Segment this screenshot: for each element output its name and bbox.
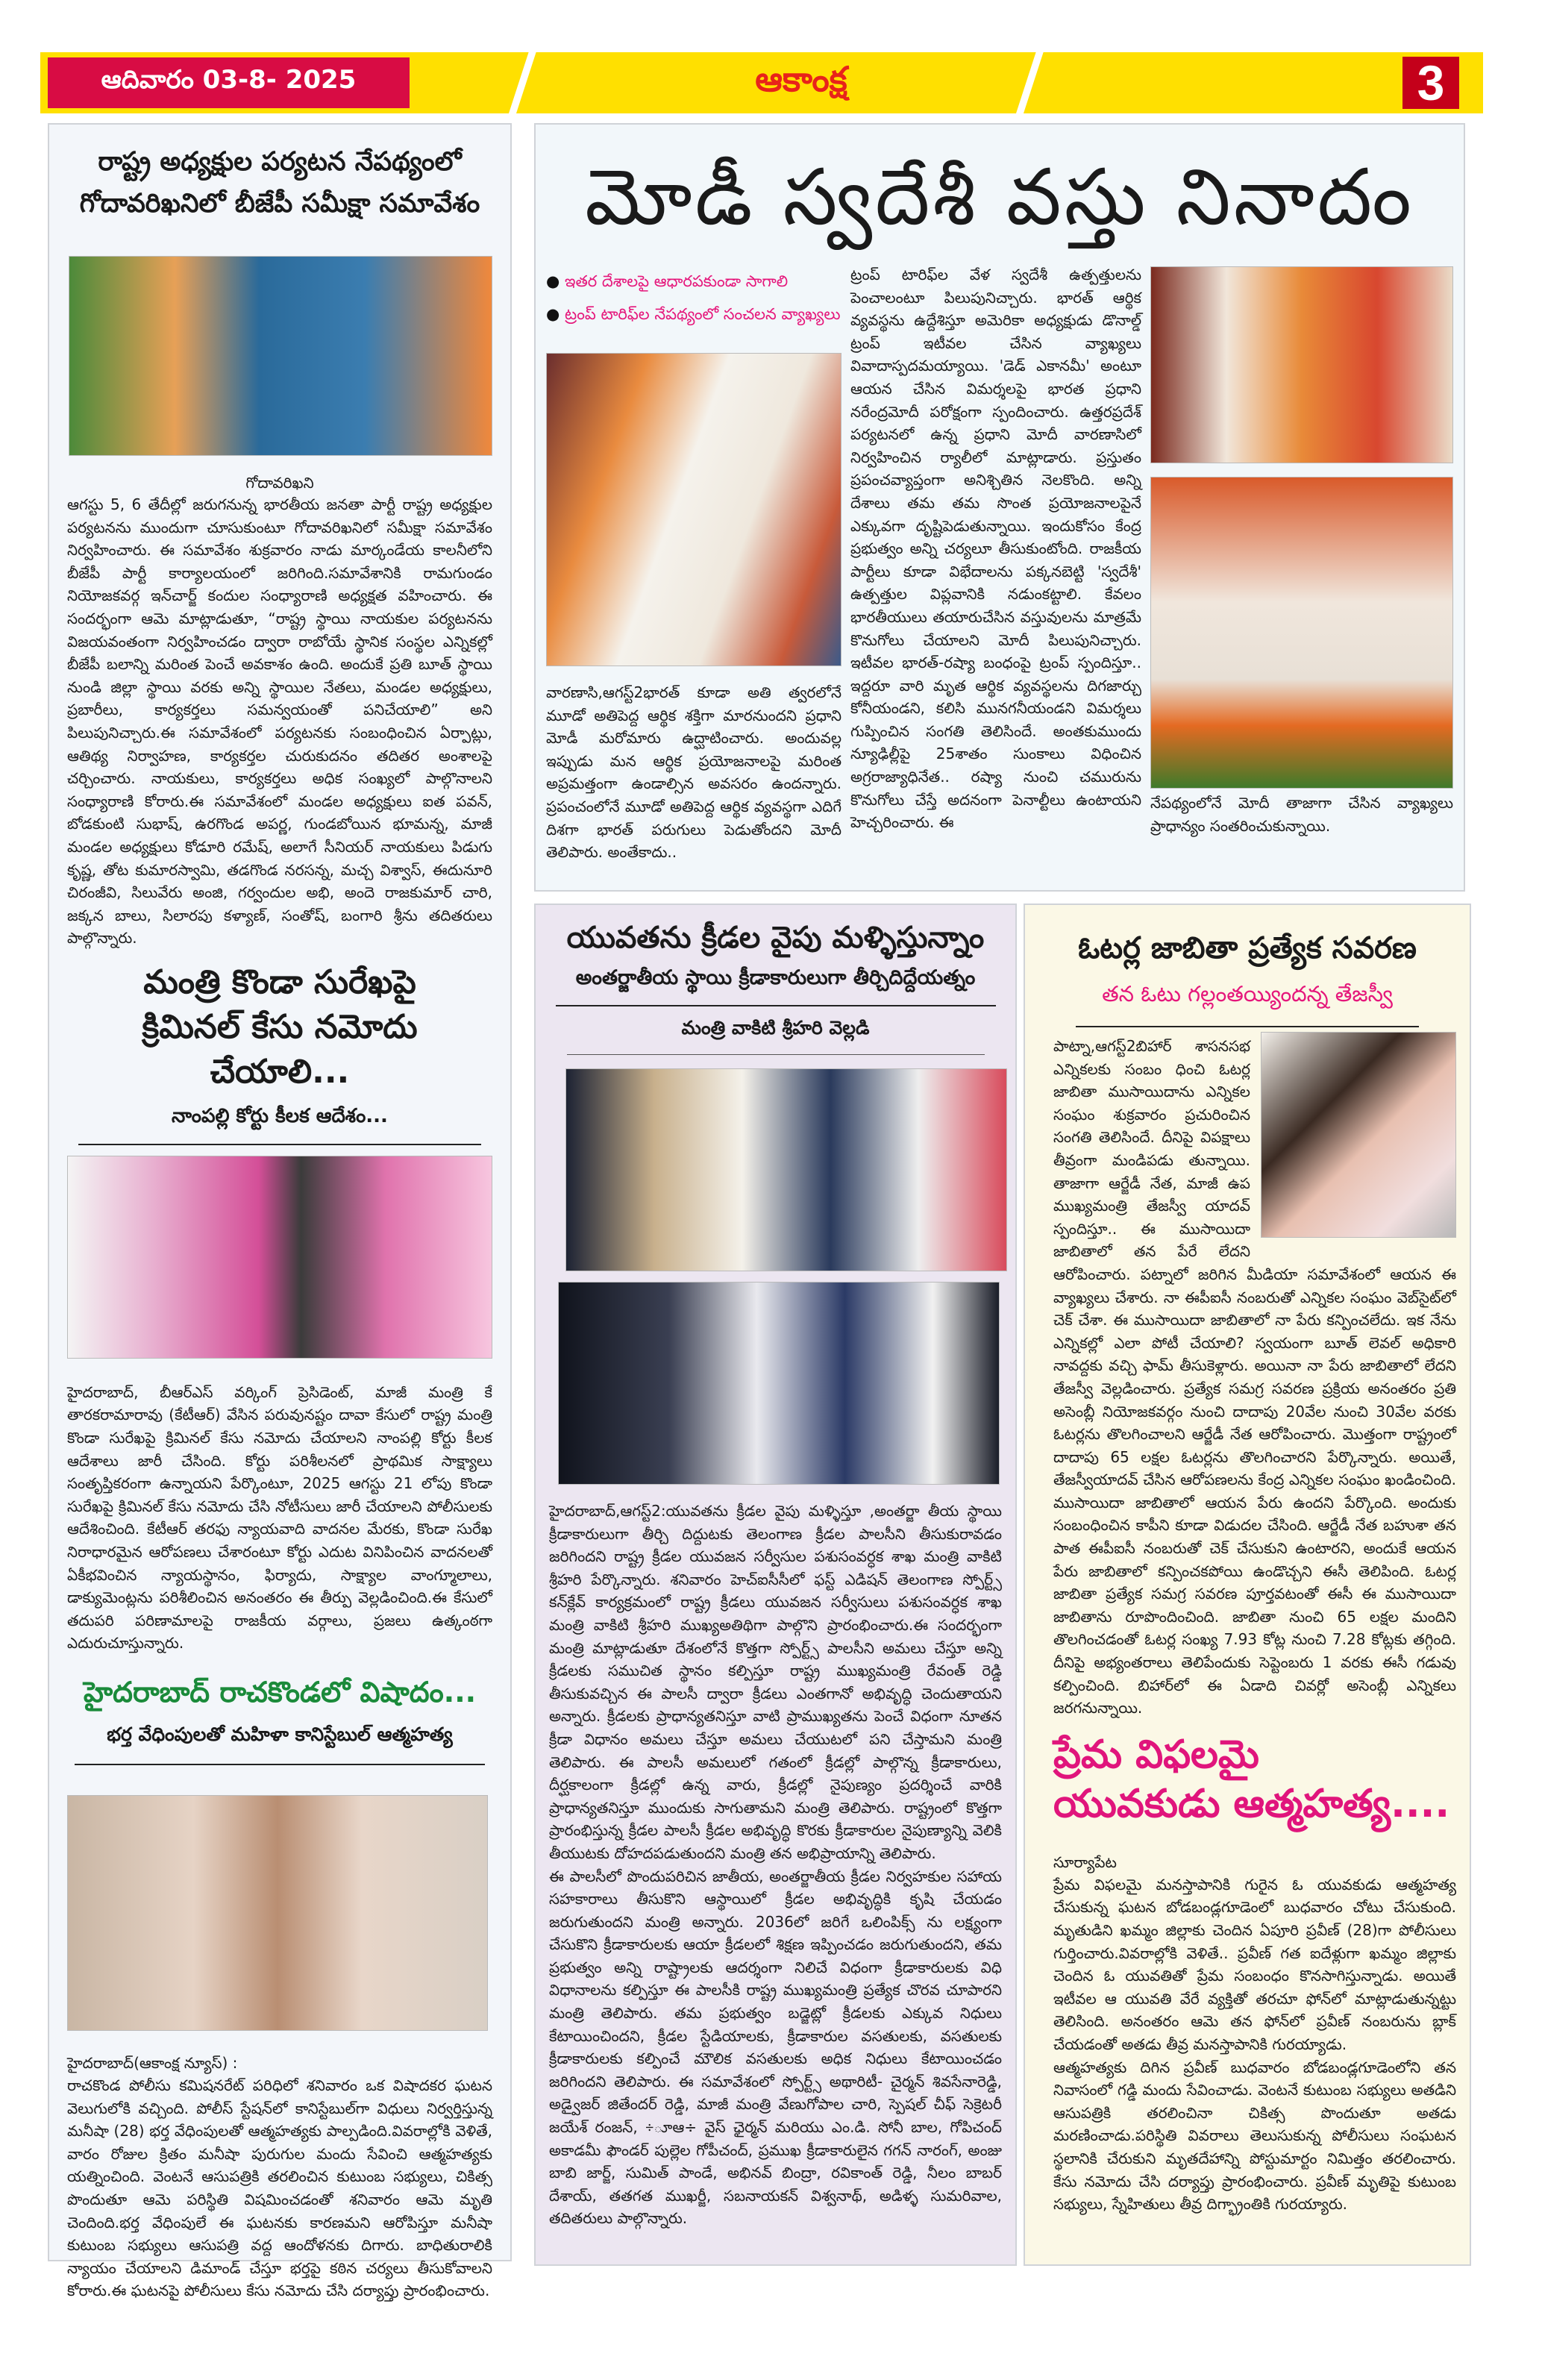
article-love-failure — [1038, 1730, 1456, 2216]
article-body — [1053, 1873, 1456, 2216]
article-bjp-meeting — [67, 141, 492, 950]
byline: మంత్రి వాకిటి శ్రీహరి వెల్లడి — [681, 1017, 870, 1039]
headline-line: గోదావరిఖనిలో బీజేపీ సమీక్షా సమావేశం — [79, 189, 480, 219]
bjp-meeting-photo — [69, 256, 492, 456]
article-body: ఆగస్టు 5, 6 తేదీల్లో జరుగనున్న భారతీయ జనతా పార్టీ రాష్ట్ర అధ్యక్షుల పర్యటనను ముందుగా చూసుకుంటూ గోదావరిఖనిలో సమీక్షా సమావేశం నిర్వహించారు. ఈ సమావేశం శుక్రవారం నాడు మార్కండేయ కాలనీలోని బీజేపీ పార్టీ కార్యాలయంలో జరిగింది.సమావేశానికి రామగుండం నియోజకవర్గ ఇన్‌చార్జ్ కందుల సంధ్యారాణి అధ్యక్షత వహించారు. ఈ సందర్భంగా ఆమె మాట్లాడుతూ, “రాష్ట్ర స్థాయి నాయకుల పర్యటనను విజయవంతంగా నిర్వహించడం ద్వారా రాబోయే స్థానిక సంస్థల ఎన్నికల్లో బీజేపీ బలాన్ని మరింత పెంచే అవకాశం ఉంది. అందుకే ప్రతి బూత్ స్థాయి నుండి జిల్లా స్థాయి వరకు అన్ని స్థాయిల నేతలు, మండల అధ్యక్షులు, ప్రబారీలు, కార్యకర్తలు సమన్వయంతో పనిచేయాలి” అని పిలుపునిచ్చారు.ఈ సమావేశంలో పర్యటనకు సంబంధించిన ఏర్పాట్లు, ఆతిథ్య నిర్వాహణ, కార్యకర్తల చురుకుదనం తదితర అంశాలపై చర్చించారు. నాయకులు, కార్యకర్తలు అధిక సంఖ్యలో పాల్గొనాలని సంధ్యారాణి కోరారు.ఈ సమావేశంలో మండల అధ్యక్షులు ఐత పవన్, బోడకుంటి సుభాష్, ఉరగొండ అపర్ణ, గుండబోయిన భూమన్న, మాజీ మండల అధ్యక్షులు కోడూరి రమేష్, అలాగే సీనియర్ నాయకులు పిడుగు కృష్ణ, తోట కుమారస్వామి, తడగొండ నరసన్న, మచ్చ విశ్వాస్, ఈదునూరి చిరంజీవి, సిలువేరు అంజి, గర్వందుల అభి, అందె రాజకుమార్ చారి, జక్కన బాలు, సిలారపు కళ్యాణ్, సంతోష్, బంగారి శ్రీను తదితరులు పాల్గొన్నారు. — [67, 495, 492, 948]
article-modi-swadeshi — [534, 123, 1465, 892]
sports-conclave-photo — [565, 1068, 1007, 1271]
headline: హైదరాబాద్ రాచకొండలో విషాదం... — [83, 1676, 477, 1709]
divider — [78, 1144, 481, 1145]
article-sports-policy — [534, 904, 1017, 2266]
left-column — [48, 123, 512, 2300]
modi-event-photo — [1150, 266, 1453, 463]
article-body: ట్రంప్ టారిఫ్‌ల వేళ స్వదేశీ ఉత్పత్తులను పెంచాలంటూ పిలుపునిచ్చారు. భారత్ ఆర్థిక వ్యవస్థను ఉద్దేశిస్తూ అమెరికా అధ్యక్షుడు డొనాల్డ్ ట్రంప్ ఇటీవల చేసిన వ్యాఖ్యలు వివాదాస్పదమయ్యాయి. 'డెడ్ ఎకానమీ' అంటూ ఆయన చేసిన విమర్శలపై భారత ప్రధాని నరేంద్రమోదీ పరోక్షంగా స్పందించారు. ఉత్తరప్రదేశ్ పర్యటనలో ఉన్న ప్రధాని మోదీ వారణాసిలో నిర్వహించిన ర్యాలీలో మాట్లాడారు. ప్రస్తుతం ప్రపంచవ్యాప్తంగా అనిశ్చితిన నెలకొంది. అన్ని దేశాలు తమ తమ సొంత ప్రయోజనాలపైనే ఎక్కువగా దృష్టిపెడుతున్నాయి. ఇందుకోసం కేంద్ర ప్రభుత్వం అన్ని చర్యలూ తీసుకుంటోంది. రాజకీయ పార్టీలు కూడా విభేదాలను పక్కనబెట్టి 'స్వదేశీ' ఉత్పత్తుల విప్లవానికి నడుంకట్టాలి. కేవలం భారతీయులు తయారుచేసిన వస్తువులను మాత్రమే కొనుగోలు చేయాలని మోదీ పిలుపునిచ్చారు. ఇటీవల భారత్-రష్యా బంధంపై ట్రంప్ స్పందిస్తూ.. ఇద్దరూ వారి మృత ఆర్థిక వ్యవస్థలను దిగజార్చు కోనీయండని, కలిసి మునగనీయండని విమర్శలు గుప్పించిన సంగతి తెలిసిందే. అంతకుముందు న్యూఢిల్లీపై 25శాతం సుంకాలు విధించిన అగ్రరాజ్యాధినేత.. రష్యా నుంచి చమురును కొనుగోలు చేస్తే అదనంగా పెనాల్టీలు ఉంటాయని హెచ్చరించారు. ఈ — [850, 266, 1141, 832]
headline: ఓటర్ల జాబితా ప్రత్యేక సవరణ — [1078, 931, 1417, 965]
modi-stage-photo — [1150, 477, 1453, 789]
ktr-photo — [67, 1156, 492, 1359]
divider — [556, 1005, 996, 1006]
headline-line: రాష్ట్ర అధ్యక్షుల పర్యటన నేపథ్యంలో — [98, 147, 462, 177]
headline-line: ప్రేమ విఫలమై — [1053, 1732, 1259, 1777]
photo-caption: నేపథ్యంలోనే మోదీ తాజాగా చేసిన వ్యాఖ్యలు ప్రాధాన్యం సంతరించుకున్నాయి. — [1150, 794, 1453, 835]
article-constable-suicide — [67, 1671, 492, 2302]
sports-audience-photo — [558, 1282, 1000, 1485]
article-body: హైదరాబాద్, బీఆర్ఎస్ వర్కింగ్ ప్రెసిడెంట్, మాజీ మంత్రి కే తారకరామారావు (కేటీఆర్) వేసిన పరువునష్టం దావా కేసులో రాష్ట్ర మంత్రి కొండా సురేఖపై క్రిమినల్ కేసు నమోదు చేయాలని నాంపల్లి కోర్టు కీలక ఆదేశాలు జారీ చేసింది. కోర్టు పరిశీలనలో ప్రాథమిక సాక్ష్యాలు సంతృప్తికరంగా ఉన్నాయని పేర్కొంటూ, 2025 ఆగస్టు 21 లోపు కొండా సురేఖపై క్రిమినల్ కేసు నమోదు చేసి నోటీసులు జారీ చేయాలని పోలీసులకు ఆదేశించింది. కేటీఆర్ తరఫు న్యాయవాది వాదనల మేరకు, కొండా సురేఖ నిరాధారమైన ఆరోపణలు చేశారంటూ కోర్టు ఎదుట వినిపించిన వాదనలతో ఏకీభవించిన న్యాయస్థానం, ఫిర్యాదు, సాక్ష్యాల వాంగ్మూలాలు, డాక్యుమెంట్లను పరిశీలించిన అనంతరం ఈ తీర్పు వెల్లడించింది.ఈ కేసులో తదుపరి పరిణామాలపై రాజకీయ వర్గాలు, ప్రజలు ఉత్కంఠగా ఎదురుచూస్తున్నారు. — [67, 1382, 492, 1653]
dateline: సూర్యాపేట — [1053, 1853, 1117, 1871]
headline — [1053, 1730, 1456, 1829]
bullet-item: ● ట్రంప్ టారిఫ్‌ల నేపథ్యంలో సంచలన వ్యాఖ్యలు — [546, 298, 841, 331]
headline — [67, 960, 492, 1095]
subheadline: తన ఓటు గల్లంతయ్యిందన్న తేజస్వీ — [1102, 981, 1393, 1006]
subheadline: నాంపల్లి కోర్టు కీలక ఆదేశం... — [172, 1104, 388, 1127]
page-number: 3 — [1402, 57, 1459, 109]
divider — [1076, 1026, 1419, 1027]
masthead-divider — [504, 45, 539, 127]
paragraph: ఈ పాలసీలో పొందుపరిచిన జాతీయ, అంతర్జాతీయ క్రీడల నిర్వహకుల సహాయ సహకారాలు తీసుకొని ఆస్థాయిలో క్రీడల అభివృద్ధికి కృషి చేయడం జరుగుతుందని మంత్రి అన్నారు. 2036లో జరిగే ఒలింపిక్స్ ను లక్ష్యంగా చేసుకొని క్రీడాకారులకు ఆయా క్రీడలలో శిక్షణ ఇప్పించడం జరుగుతుందని, తమ ప్రభుత్వం అన్ని రాష్ట్రాలకు ఆదర్శంగా నిలిచే విధంగా క్రీడాకారులకు విధి విధానాలను కల్పిస్తూ ఈ పాలసీకి రాష్ట్ర ముఖ్యమంత్రి ప్రత్యేక చొరవ చూపారని మంత్రి తెలిపారు. తమ ప్రభుత్వం బడ్జెట్లో క్రీడలకు ఎక్కువ నిధులు కేటాయించిందని, క్రీడల స్టేడియాలకు, క్రీడాకారుల వసతులకు, వసతులకు క్రీడాకారులకు కల్పించే మౌలిక వసతులకు అధిక నిధులు కేటాయించడం జరిగిందని తెలిపారు. ఈ సమావేశంలో స్పోర్ట్స్ అథారిటీ- చైర్మన్ శివసేనారెడ్డి, అడ్వైజర్ జితేందర్ రెడ్డి, మాజీ మంత్రి వేణుగోపాల చారి, స్పెషల్ చీఫ్ సెక్రెటరీ జయేశ్ రంజన్, ÷ూఆ÷ వైస్ ఛైర్మన్ మరియు ఎం.డి. సోనీ బాల, గోపిచంద్ అకాడమీ ఫౌండర్ పుల్లెల గోపీచంద్, ప్రముఖ క్రీడాకారులైన గగన్ నారంగ్, అంజు బాబి జార్జ్, సుమిత్ పాండే, అభినవ్ బింద్రా, రవికాంత్ రెడ్డి, నీలం బాబర్ దేశాయ్, తతగత ముఖర్జీ, సబనాయకన్ విశ్వనాథ్, అడిళ్ళ సుమరివాల, తదితరులు పాల్గొన్నారు. — [549, 1867, 1002, 2228]
column-1 — [546, 259, 841, 864]
paragraph: పాట్నా,ఆగస్ట్2బిహార్ శాసనసభ ఎన్నికలకు సంబం ధించి ఓటర్ల జాబితా ముసాయిదాను ఎన్నికల సంఘం శుక్రవారం ప్రచురించిన సంగతి తెలిసిందే. దీనిపై విపక్షాలు తీవ్రంగా మండిపడు తున్నాయి. తాజాగా ఆర్జేడీ నేత, మాజీ ఉప ముఖ్యమంత్రి తేజస్వీ యాదవ్ స్పందిస్తూ.. ఈ ముసాయిదా జాబితాలో తన పేరే లేదని ఆరోపించారు. పట్నాలో జరిగిన మీడియా సమావేశంలో ఆయన ఈ వ్యాఖ్యలు చేశారు. నా ఈపీఐసీ నంబరుతో ఎన్నికల సంఘం వెబ్‌సైట్‌లో చెక్ చేశా. ఈ ముసాయిదా జాబితాలో నా పేరు కన్పించలేదు. ఇక నేను ఎన్నికల్లో ఎలా పోటీ చేయాలి? స్వయంగా బూత్ లెవల్ అధికారి నావద్దకు వచ్చి ఫామ్ తీసుకెళ్లారు. అయినా నా పేరు జాబితాలో లేదని తేజస్వీ వెల్లడించారు. ప్రత్యేక సమగ్ర సవరణ ప్రక్రియ అనంతరం ప్రతి అసెంబ్లీ నియోజకవర్గం నుంచి దాదాపు 20వేల నుంచి 30వేల వరకు ఓటర్లను తొలగించాలని ఆర్జేడీ నేత ఆరోపించారు. మొత్తంగా రాష్ట్రంలో దాదాపు 65 లక్షల ఓటర్లను తొలగించారని పేర్కొన్నారు. అయితే, తేజస్వీయాదవ్ చేసిన ఆరోపణలను కేంద్ర ఎన్నికల సంఘం ఖండించింది. ముసాయిదా జాబితాలో ఆయన పేరు ఉందని పేర్కొంది. అందుకు సంబంధించిన కాపీని కూడా విడుదల చేసింది. ఆర్జేడీ నేత బహుశా తన పాత ఈపీఐసీ నంబరుతో చెక్ చేసుకుని ఉంటారని, అందుకే ఆయన పేరు జాబితాలో కన్పించకపోయి ఉండొచ్చని ఈసీ తెలిపింది. ఓటర్ల జాబితా ప్రత్యేక సమగ్ర సవరణ పూర్తవటంతో ఈసీ ఈ ముసాయిదా జాబితాను రూపొందించింది. జాబితా నుంచి 65 లక్షల మందిని తొలగించడంతో ఓటర్ల సంఖ్య 7.93 కోట్ల నుంచి 7.28 కోట్లకు తగ్గింది. దీనిపై అభ్యంతరాలు తెలిపేందుకు సెప్టెంబరు 1 వరకు ఈసీ గడువు కల్పించింది. బిహార్‌లో ఈ ఏడాది చివర్లో అసెంబ్లీ ఎన్నికలు జరగనున్నాయి. — [1053, 1037, 1456, 1717]
headline: యువతను క్రీడల వైపు మళ్ళిస్తున్నాం — [566, 921, 985, 955]
article-voter-list — [1038, 927, 1456, 1720]
masthead — [40, 52, 1483, 113]
article-konda-surekha — [67, 960, 492, 1655]
subheadline: భర్త వేధింపులతో మహిళా కానిస్టేబుల్ ఆత్మహత్య — [107, 1723, 453, 1745]
tejashwi-photo — [1261, 1032, 1456, 1238]
paragraph: ప్రేమ విఫలమై మనస్తాపానికి గురైన ఓ యువకుడు ఆత్మహత్య చేసుకున్న ఘటన బోడబండ్లగూడెంలో బుధవారం చోటు చేసుకుంది. మృతుడిని ఖమ్మం జిల్లాకు చెందిన ఏపూరి ప్రవీణ్ (28)గా పోలీసులు గుర్తించారు.వివరాల్లోకి వెళితే.. ప్రవీణ్ గత ఐదేళ్లుగా ఖమ్మం జిల్లాకు చెందిన ఓ యువతితో ప్రేమ సంబంధం కొనసాగిస్తున్నాడు. అయితే ఇటీవల ఆ యువతి వేరే వ్యక్తితో తరచూ ఫోన్‌లో మాట్లాడుతున్నట్టు తెలిసింది. అనంతరం ఆమె తన ఫోన్‌లో ప్రవీణ్ నంబరును బ్లాక్ చేయడంతో అతడు తీవ్ర మనస్తాపానికి గురయ్యాడు. — [1053, 1875, 1456, 2053]
issue-date: ఆదివారం 03-8- 2025 — [48, 57, 410, 108]
dateline: గోదావరిఖని — [245, 474, 314, 492]
constable-photo — [67, 1795, 488, 2031]
highlight-bullets — [546, 265, 841, 331]
dateline: హైదరాబాద్(ఆకాంక్ష న్యూస్) : — [67, 2054, 238, 2072]
right-column — [1024, 904, 1471, 2266]
masthead-divider — [1012, 45, 1046, 127]
headline-line: మంత్రి కొండా సురేఖపై — [143, 962, 416, 1001]
paragraph: ఆత్మహత్యకు దిగిన ప్రవీణ్ బుధవారం బోడబండ్లగూడెంలోని తన నివాసంలో గడ్డి మందు సేవించాడు. వెంటనే కుటుంబ సభ్యులు అతడిని ఆసుపత్రికి తరలించినా చికిత్స పొందుతూ అతడు మరణించాడు.పరిస్థితి వివరాలు తెలుసుకున్న పోలీసులు సంఘటన స్థలానికి చేరుకుని మృతదేహాన్ని పోస్టుమార్టం నిమిత్తం తరలించారు. కేసు నమోదు చేసి దర్యాప్తు ప్రారంభించారు. ప్రవీణ్ మృతిపై కుటుంబ సభ్యులు, స్నేహితులు తీవ్ర దిగ్భ్రాంతికి గురయ్యారు. — [1053, 2058, 1456, 2214]
article-body — [549, 1500, 1002, 2230]
divider — [567, 1054, 985, 1055]
column-3 — [1150, 259, 1453, 864]
headline: మోడీ స్వదేశీ వస్తు నినాదం — [585, 151, 1414, 242]
modi-yogi-photo — [546, 353, 841, 666]
headline-line: యువకుడు ఆత్మహత్య.... — [1053, 1781, 1450, 1826]
article-body — [1038, 1035, 1456, 1720]
subheadline: అంతర్జాతీయ స్థాయి క్రీడాకారులుగా తీర్చిదిద్దేయత్నం — [575, 966, 976, 989]
paragraph: హైదరాబాద్,ఆగస్ట్2:యువతను క్రీడల వైపు మళ్ళిస్తూ ,అంతర్జా తీయ స్థాయి క్రీడాకారులుగా తీర్చి దిద్దుటకు తెలంగాణ క్రీడల పాలసీని తీసుకురావడం జరిగిందని రాష్ట్ర క్రీడల యువజన సర్వీసుల పశుసంవర్ధక శాఖ మంత్రి వాకిటి శ్రీహరి పేర్కొన్నారు. శనివారం హెచ్ఐసీసీలో ఫస్ట్ ఎడిషన్ తెలంగాణ స్పోర్ట్స్ కన్‌క్లేవ్ కార్యక్రమంలో రాష్ట్ర క్రీడలు యువజన సర్వీసులు పశుసంవర్ధక శాఖ మంత్రి వాకిటి శ్రీహరి ముఖ్యఅతిథిగా పాల్గొని ప్రారంభించారు.ఈ సందర్భంగా మంత్రి మాట్లాడుతూ దేశంలోనే కొత్తగా స్పోర్ట్స్ పాలసీని అమలు చేస్తూ అన్ని క్రీడలకు సముచిత స్థానం కల్పిస్తూ రాష్ట్ర ముఖ్యమంత్రి రేవంత్ రెడ్డి తీసుకువచ్చిన ఈ పాలసీ ద్వారా క్రీడలు ఎంతగానో అభివృద్ధి చెందుతాయని అన్నారు. క్రీడలకు ప్రాధాన్యతనిస్తూ వాటి ప్రాముఖ్యతను పెంచే విధంగా నూతన క్రీడా విధానం అమలు చేస్తూ అమలు చేయుటలో పని చేస్తామని మంత్రి తెలిపారు. ఈ పాలసీ అమలులో గతంలో క్రీడల్లో పాల్గొన్న క్రీడాకారులు, దీర్ఘకాలంగా క్రీడల్లో ఉన్న వారు, క్రీడల్లో నైపుణ్యం ప్రదర్శించే వారికి ప్రాధాన్యతనిస్తూ ముందుకు సాగుతామని మంత్రి తెలిపారు. రాష్ట్రంలో కొత్తగా ప్రారంభిస్తున్న క్రీడల పాలసీ క్రీడల అభివృద్ధి కొరకు క్రీడాకారుల నైపుణ్యాన్ని వెలికి తీయుటకు దోహదపడుతుందని మంత్రి తన అభిప్రాయాన్ని తెలిపారు. — [549, 1502, 1002, 1862]
bullet-item: ● ఇతర దేశాలపై ఆధారపకుండా సాగాలి — [546, 265, 841, 298]
article-columns — [546, 259, 1453, 864]
headline-line: క్రిమినల్ కేసు నమోదు చేయాలి... — [142, 1007, 418, 1091]
article-body: రాచకొండ పోలీసు కమిషనరేట్ పరిధిలో శనివారం ఒక విషాదకర ఘటన వెలుగులోకి వచ్చింది. పోలీస్ స్టేషన్‌లో కానిస్టేబుల్‌గా విధులు నిర్వర్తిస్తున్న మనీషా (28) భర్త వేధింపులతో ఆత్మహత్యకు పాల్పడింది.వివరాల్లోకి వెళితే, వారం రోజుల క్రితం మనీషా పురుగుల మందు సేవించి ఆత్మహత్యకు యత్నించింది. వెంటనే ఆసుపత్రికి తరలించిన కుటుంబ సభ్యులు, చికిత్స పొందుతూ ఆమె పరిస్థితి విషమించడంతో శనివారం ఆమె మృతి చెందింది.భర్త వేధింపులే ఈ ఘటనకు కారణమని ఆరోపిస్తూ మనీషా కుటుంబ సభ్యులు ఆసుపత్రి వద్ద ఆందోళనకు దిగారు. బాధితురాలికి న్యాయం చేయాలని డిమాండ్ చేస్తూ భర్తపై కఠిన చర్యలు తీసుకోవాలని కోరారు.ఈ ఘటనపై పోలీసులు కేసు నమోదు చేసి దర్యాప్తు ప్రారంభించారు. — [67, 2076, 492, 2300]
headline — [67, 141, 492, 225]
column-2 — [850, 259, 1141, 864]
divider — [75, 1764, 485, 1765]
article-body: వారణాసి,ఆగస్ట్2భారత్ కూడా అతి త్వరలోనే మూడో అతిపెద్ద ఆర్థిక శక్తిగా మారనుందని ప్రధాని మోడీ మరోమారు ఉద్ఘాటించారు. అందువల్ల ఇప్పుడు మన ఆర్థిక ప్రయోజనాలపై మరింత అప్రమత్తంగా ఉండాల్సిన అవసరం ఉందన్నారు. ప్రపంచంలోనే మూడో అతిపెద్ద ఆర్థిక వ్యవస్థగా ఎదిగే దిశగా భారత్ పరుగులు పెడుతోందని మోదీ తెలిపారు. అంతేకాదు.. — [546, 683, 841, 862]
newspaper-logo: ఆకాంక్ష — [755, 59, 847, 99]
